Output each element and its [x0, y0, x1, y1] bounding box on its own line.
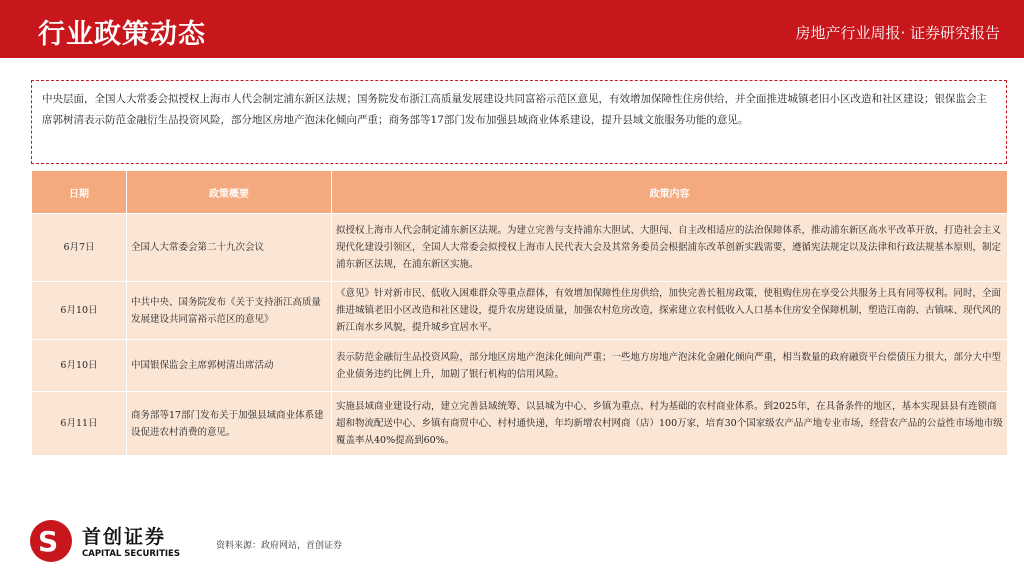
company-logo [30, 520, 210, 564]
table-header-row [32, 171, 1008, 214]
cell-content: 《意见》针对新市民、低收入困难群众等重点群体，有效增加保障性住房供给，加快完善长租房政策，使租购住房在享受公共服务上具有同等权利。同时，全面推进城镇老旧小区改造和社区建设，提升农房建设质量，加强农村危房改造，探索建立农村低收入人口基本住房安全保障机制，塑造江南韵、古镇味、现代风的新江南水乡风貌，提升城乡宜居水平。 [332, 282, 1008, 340]
table-row [32, 340, 1008, 392]
report-subtitle: 房地产行业周报· 证券研究报告 [795, 24, 1000, 42]
summary-box: 中央层面，全国人大常委会拟授权上海市人代会制定浦东新区法规；国务院发布浙江高质量发展建设共同富裕示范区意见，有效增加保障性住房供给，并全面推进城镇老旧小区改造和社区建设；银保监会主席郭树清表示防范金融衍生品投资风险，部分地区房地产泡沫化倾向严重；商务部等17部门发布加强县域商业体系建设，提升县域文旅服务功能的意见。 [31, 80, 1007, 164]
logo-mark-icon: S [30, 520, 72, 562]
logo-english-name: CAPITAL SECURITIES [82, 549, 180, 559]
cell-content: 表示防范金融衍生品投资风险，部分地区房地产泡沫化倾向严重；一些地方房地产泡沫化金融化倾向严重，相当数量的政府融资平台偿债压力很大，部分大中型企业债务违约比例上升，加剧了银行机构的信用风险。 [332, 340, 1008, 392]
cell-summary: 中国银保监会主席郭树清出席活动 [127, 340, 332, 392]
column-header-summary: 政策概要 [127, 171, 332, 214]
cell-summary: 商务部等17部门发布关于加强县域商业体系建设促进农村消费的意见。 [127, 392, 332, 456]
policy-table [31, 170, 1008, 456]
cell-summary: 全国人大常委会第二十九次会议 [127, 214, 332, 282]
header-bar [0, 0, 1024, 58]
cell-content: 拟授权上海市人代会制定浦东新区法规。为建立完善与支持浦东大胆试、大胆闯、自主改相适应的法治保障体系，推动浦东新区高水平改革开放，打造社会主义现代化建设引领区，全国人大常委会拟授权上海市人民代表大会及其常务委员会根据浦东改革创新实践需要，遵循宪法规定以及法律和行政法规基本原则，制定浦东新区法规，在浦东新区实施。 [332, 214, 1008, 282]
cell-date: 6月7日 [32, 214, 127, 282]
table-row [32, 214, 1008, 282]
data-source-note: 资料来源：政府网站，首创证券 [216, 541, 343, 551]
cell-date: 6月10日 [32, 340, 127, 392]
cell-content: 实施县域商业建设行动，建立完善县域统筹、以县城为中心、乡镇为重点、村为基础的农村商业体系。到2025年，在具备条件的地区，基本实现县县有连锁商超和物流配送中心、乡镇有商贸中心、村村通快递，年均新增农村网商（店）100万家，培育30个国家级农产品产地专业市场，经营农产品的公益性市场地市级覆盖率从40%提高到60%。 [332, 392, 1008, 456]
table-row [32, 282, 1008, 340]
cell-date: 6月10日 [32, 282, 127, 340]
column-header-content: 政策内容 [332, 171, 1008, 214]
logo-chinese-name: 首创证券 [82, 526, 167, 548]
column-header-date: 日期 [32, 171, 127, 214]
cell-date: 6月11日 [32, 392, 127, 456]
page-title: 行业政策动态 [38, 19, 206, 50]
cell-summary: 中共中央、国务院发布《关于支持浙江高质量发展建设共同富裕示范区的意见》 [127, 282, 332, 340]
table-row [32, 392, 1008, 456]
